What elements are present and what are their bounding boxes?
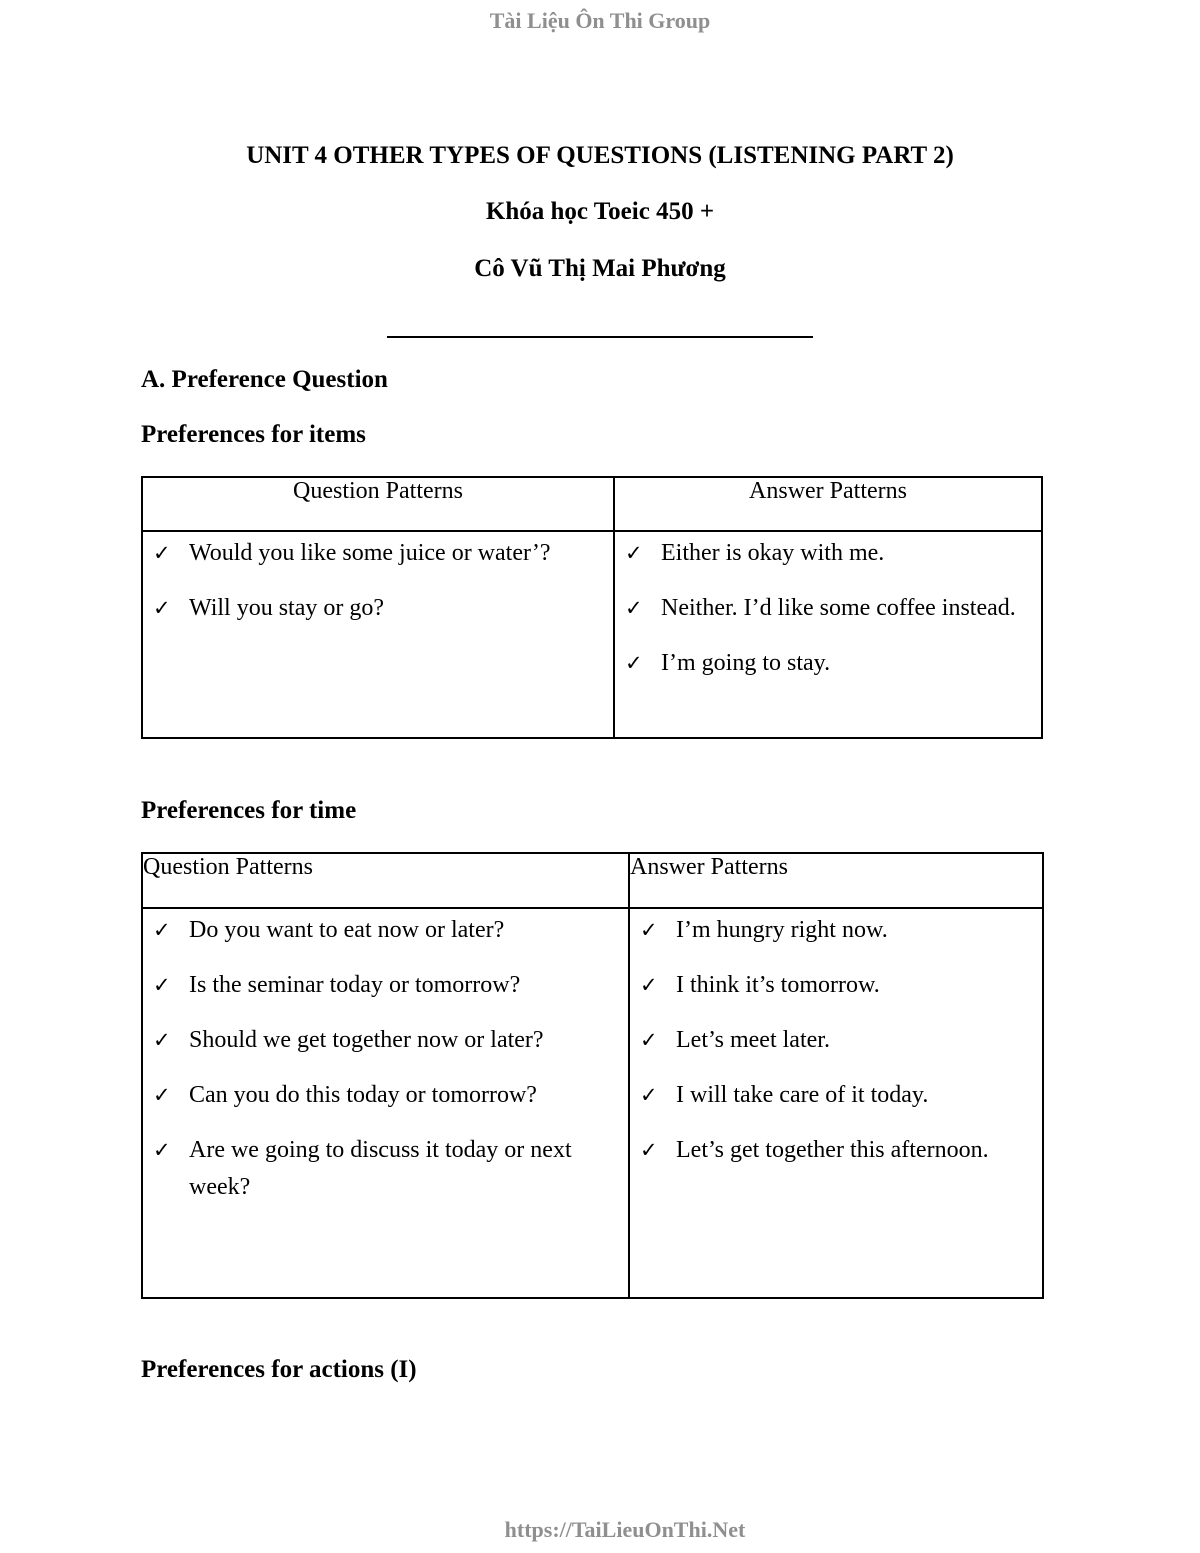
time-question-cell [142, 908, 629, 1298]
items-answer-cell [614, 531, 1042, 738]
list-item: ✓ Is the seminar today or tomorrow? [153, 967, 618, 1004]
teacher-name: Cô Vũ Thị Mai Phương [474, 255, 726, 282]
list-item: ✓ Should we get together now or later? [153, 1022, 618, 1059]
check-icon: ✓ [640, 1138, 658, 1162]
actions-heading: Preferences for actions (I) [141, 1356, 417, 1383]
items-question-header: Question Patterns [142, 477, 614, 531]
time-answer-cell [629, 908, 1043, 1298]
unit-title: UNIT 4 OTHER TYPES OF QUESTIONS (LISTENING PART 2) [246, 142, 954, 169]
time-question-list [143, 912, 628, 1206]
items-table-body-row [142, 531, 1042, 738]
check-icon: ✓ [625, 651, 643, 675]
time-table-body-row [142, 908, 1043, 1298]
list-item: ✓ Can you do this today or tomorrow? [153, 1077, 618, 1114]
list-item: ✓ Let’s get together this afternoon. [640, 1132, 1032, 1169]
check-icon: ✓ [640, 1083, 658, 1107]
items-table [141, 476, 1043, 739]
title-divider [387, 336, 813, 338]
check-icon: ✓ [153, 1083, 171, 1107]
items-answer-header: Answer Patterns [614, 477, 1042, 531]
items-table-header-row [142, 477, 1042, 531]
time-heading: Preferences for time [141, 797, 357, 824]
time-answer-list [630, 912, 1042, 1169]
list-item: ✓ Neither. I’d like some coffee instead. [625, 590, 1031, 627]
time-answer-header: Answer Patterns [629, 853, 1043, 908]
items-question-list [143, 535, 613, 627]
time-table [141, 852, 1044, 1299]
list-item: ✓ Will you stay or go? [153, 590, 603, 627]
check-icon: ✓ [640, 973, 658, 997]
section-a-heading: A. Preference Question [141, 366, 388, 393]
course-name: Khóa học Toeic 450 + [485, 198, 715, 225]
check-icon: ✓ [625, 541, 643, 565]
list-item: ✓ Are we going to discuss it today or next week? [153, 1132, 618, 1206]
list-item: ✓ Do you want to eat now or later? [153, 912, 618, 949]
check-icon: ✓ [625, 596, 643, 620]
items-question-cell [142, 531, 614, 738]
list-item: ✓ Let’s meet later. [640, 1022, 1032, 1059]
check-icon: ✓ [640, 918, 658, 942]
check-icon: ✓ [153, 918, 171, 942]
header-watermark: Tài Liệu Ôn Thi Group [489, 8, 711, 33]
check-icon: ✓ [640, 1028, 658, 1052]
list-item: ✓ I’m hungry right now. [640, 912, 1032, 949]
time-table-header-row [142, 853, 1043, 908]
list-item: ✓ I’m going to stay. [625, 645, 1031, 682]
check-icon: ✓ [153, 1028, 171, 1052]
list-item: ✓ Either is okay with me. [625, 535, 1031, 572]
time-question-header: Question Patterns [142, 853, 629, 908]
list-item: ✓ Would you like some juice or water’? [153, 535, 603, 572]
list-item: ✓ I think it’s tomorrow. [640, 967, 1032, 1004]
footer-watermark: https://TaiLieuOnThi.Net [504, 1517, 746, 1542]
items-heading: Preferences for items [141, 421, 366, 448]
check-icon: ✓ [153, 973, 171, 997]
items-answer-list [615, 535, 1041, 682]
check-icon: ✓ [153, 541, 171, 565]
check-icon: ✓ [153, 596, 171, 620]
list-item: ✓ I will take care of it today. [640, 1077, 1032, 1114]
check-icon: ✓ [153, 1138, 171, 1162]
